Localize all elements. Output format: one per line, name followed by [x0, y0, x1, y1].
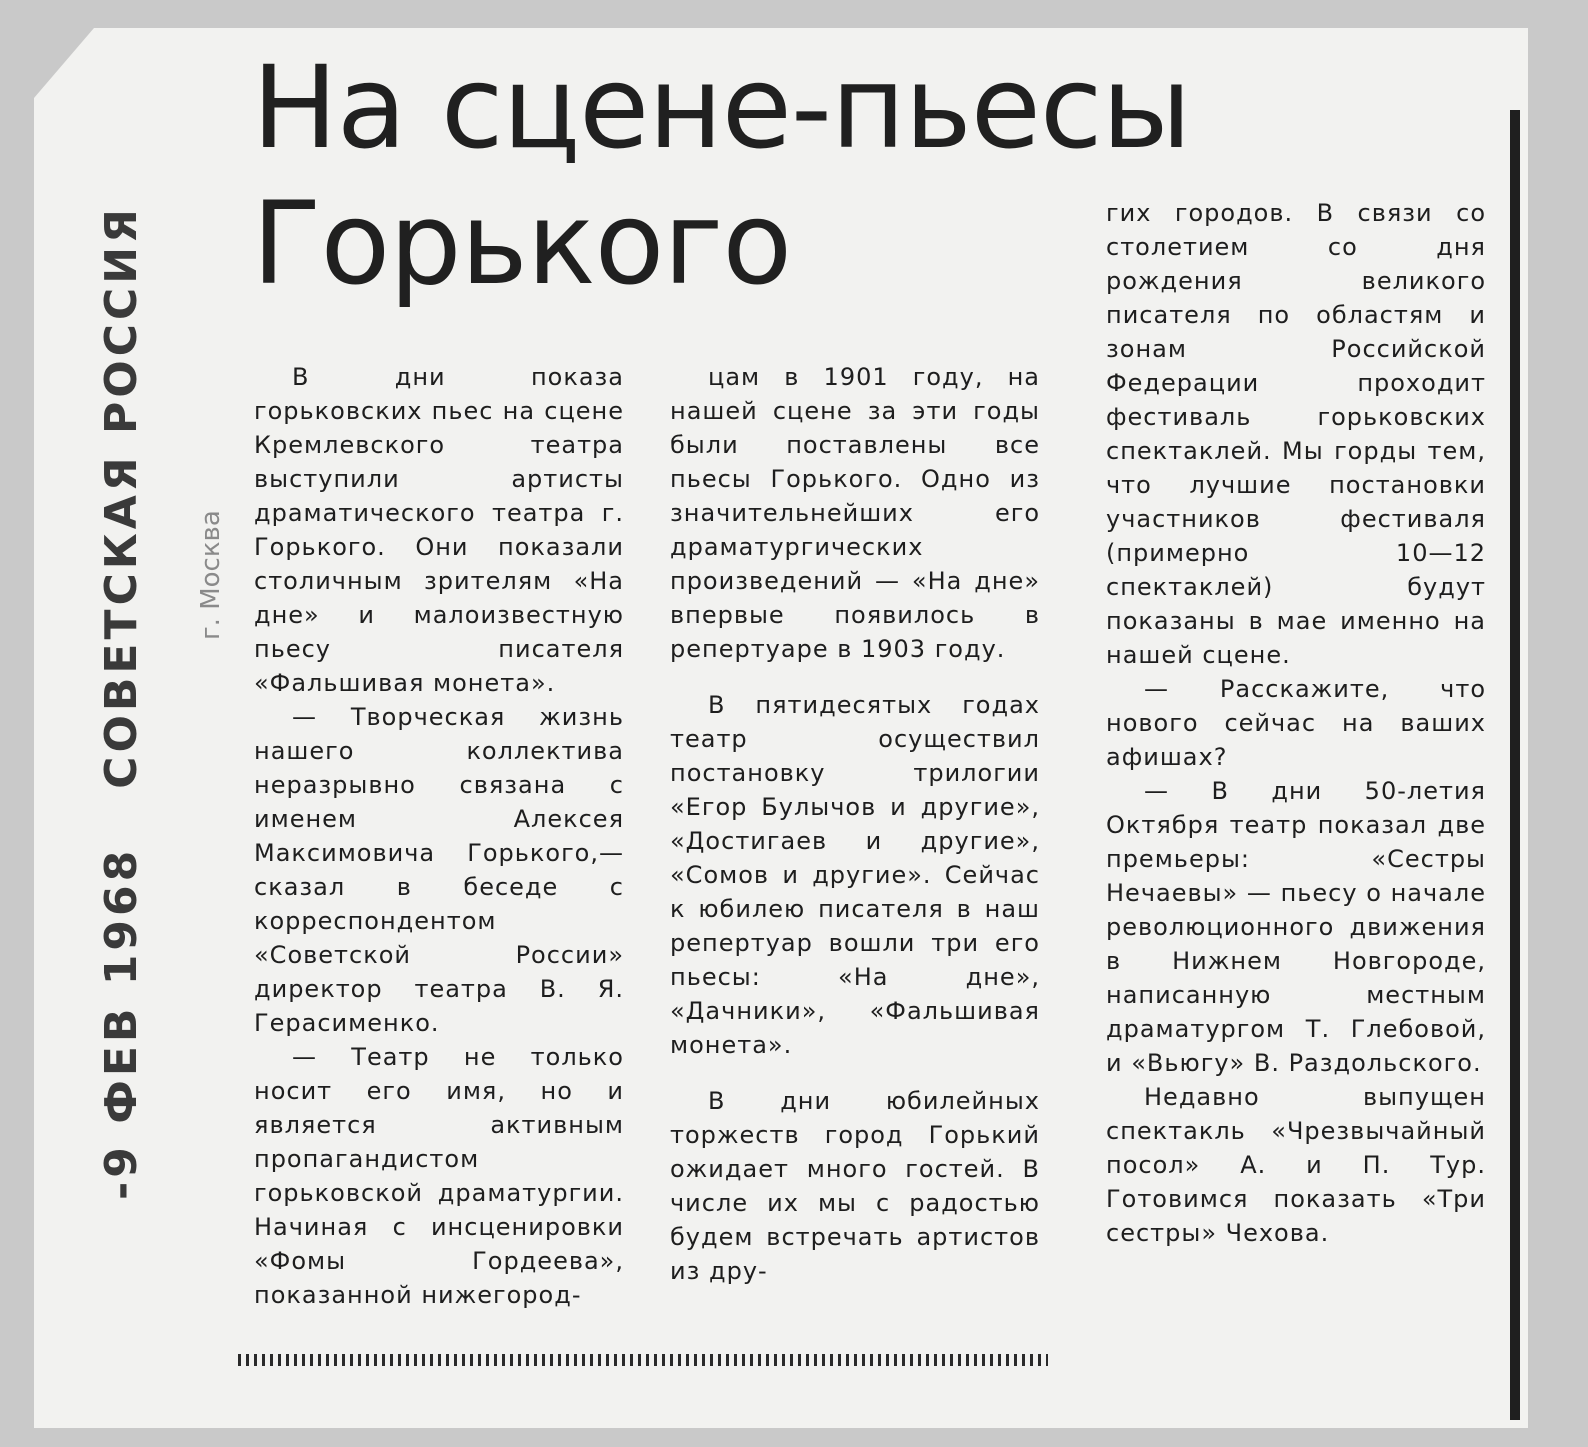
clipping-shadow-edge: [1510, 110, 1520, 1420]
paragraph: — Расскажите, что нового сейчас на ваших афишах?: [1106, 675, 1486, 771]
paragraph: В дни показа горьковских пьес на сцене Кремлевского театра выступили артисты драматического театра г. Горького. Они показали столичным зрителям «На дне» и малоизвестную пьесу писателя «Фальшивая монета».: [254, 363, 624, 697]
stamp-city: г. Москва: [196, 510, 226, 640]
article-column-1: [254, 360, 624, 1312]
paragraph: В пятидесятых годах театр осуществил постановку трилогии «Егор Булычов и другие», «Достигаев и другие», «Сомов и другие». Сейчас к юбилею писателя в наш репертуар вошли три его пьесы: «На дне», «Дачники», «Фальшивая монета».: [670, 691, 1040, 1059]
archive-stamp: [96, 205, 147, 1200]
paragraph: — Театр не только носит его имя, но и является активным пропагандистом горьковской драматургии. Начиная с инсценировки «Фомы Гордеева», показанной нижегород-: [254, 1043, 624, 1309]
stamp-newspaper: СОВЕТСКАЯ РОССИЯ: [96, 205, 147, 789]
paragraph: В дни юбилейных торжеств город Горький ожидает много гостей. В числе их мы с радостью будем встречать артистов из дру-: [670, 1087, 1040, 1285]
paragraph: — В дни 50-летия Октября театр показал две премьеры: «Сестры Нечаевы» — пьесу о начале революционного движения в Нижнем Новгороде, написанную местным драматургом Т. Глебовой, и «Вьюгу» В. Раздольского.: [1106, 777, 1486, 1077]
stamp-date: -9 ФЕВ 1968: [96, 846, 147, 1200]
paragraph: — Творческая жизнь нашего коллектива неразрывно связана с именем Алексея Максимовича Горького,— сказал в беседе с корреспондентом «Советской России» директор театра В. Я. Герасименко.: [254, 703, 624, 1037]
article-column-2: [670, 360, 1040, 1288]
paragraph: гих городов. В связи со столетием со дня рождения великого писателя по областям и зонам Российской Федерации проходит фестиваль горьковских спектаклей. Мы горды тем, что лучшие постановки участников фестиваля (примерно 10—12 спектаклей) будут показаны в мае именно на нашей сцене.: [1106, 199, 1486, 669]
paragraph: Недавно выпущен спектакль «Чрезвычайный посол» А. и П. Тур. Готовимся показать «Три сестры» Чехова.: [1106, 1083, 1486, 1247]
article-column-3: [1106, 196, 1486, 1250]
paragraph: цам в 1901 году, на нашей сцене за эти годы были поставлены все пьесы Горького. Одно из значительнейших его драматургических произведений — «На дне» впервые появилось в репертуаре в 1903 году.: [670, 363, 1040, 663]
article-headline: На сцене-пьесы Горького: [252, 41, 1191, 310]
column-rule: [238, 1354, 1048, 1366]
